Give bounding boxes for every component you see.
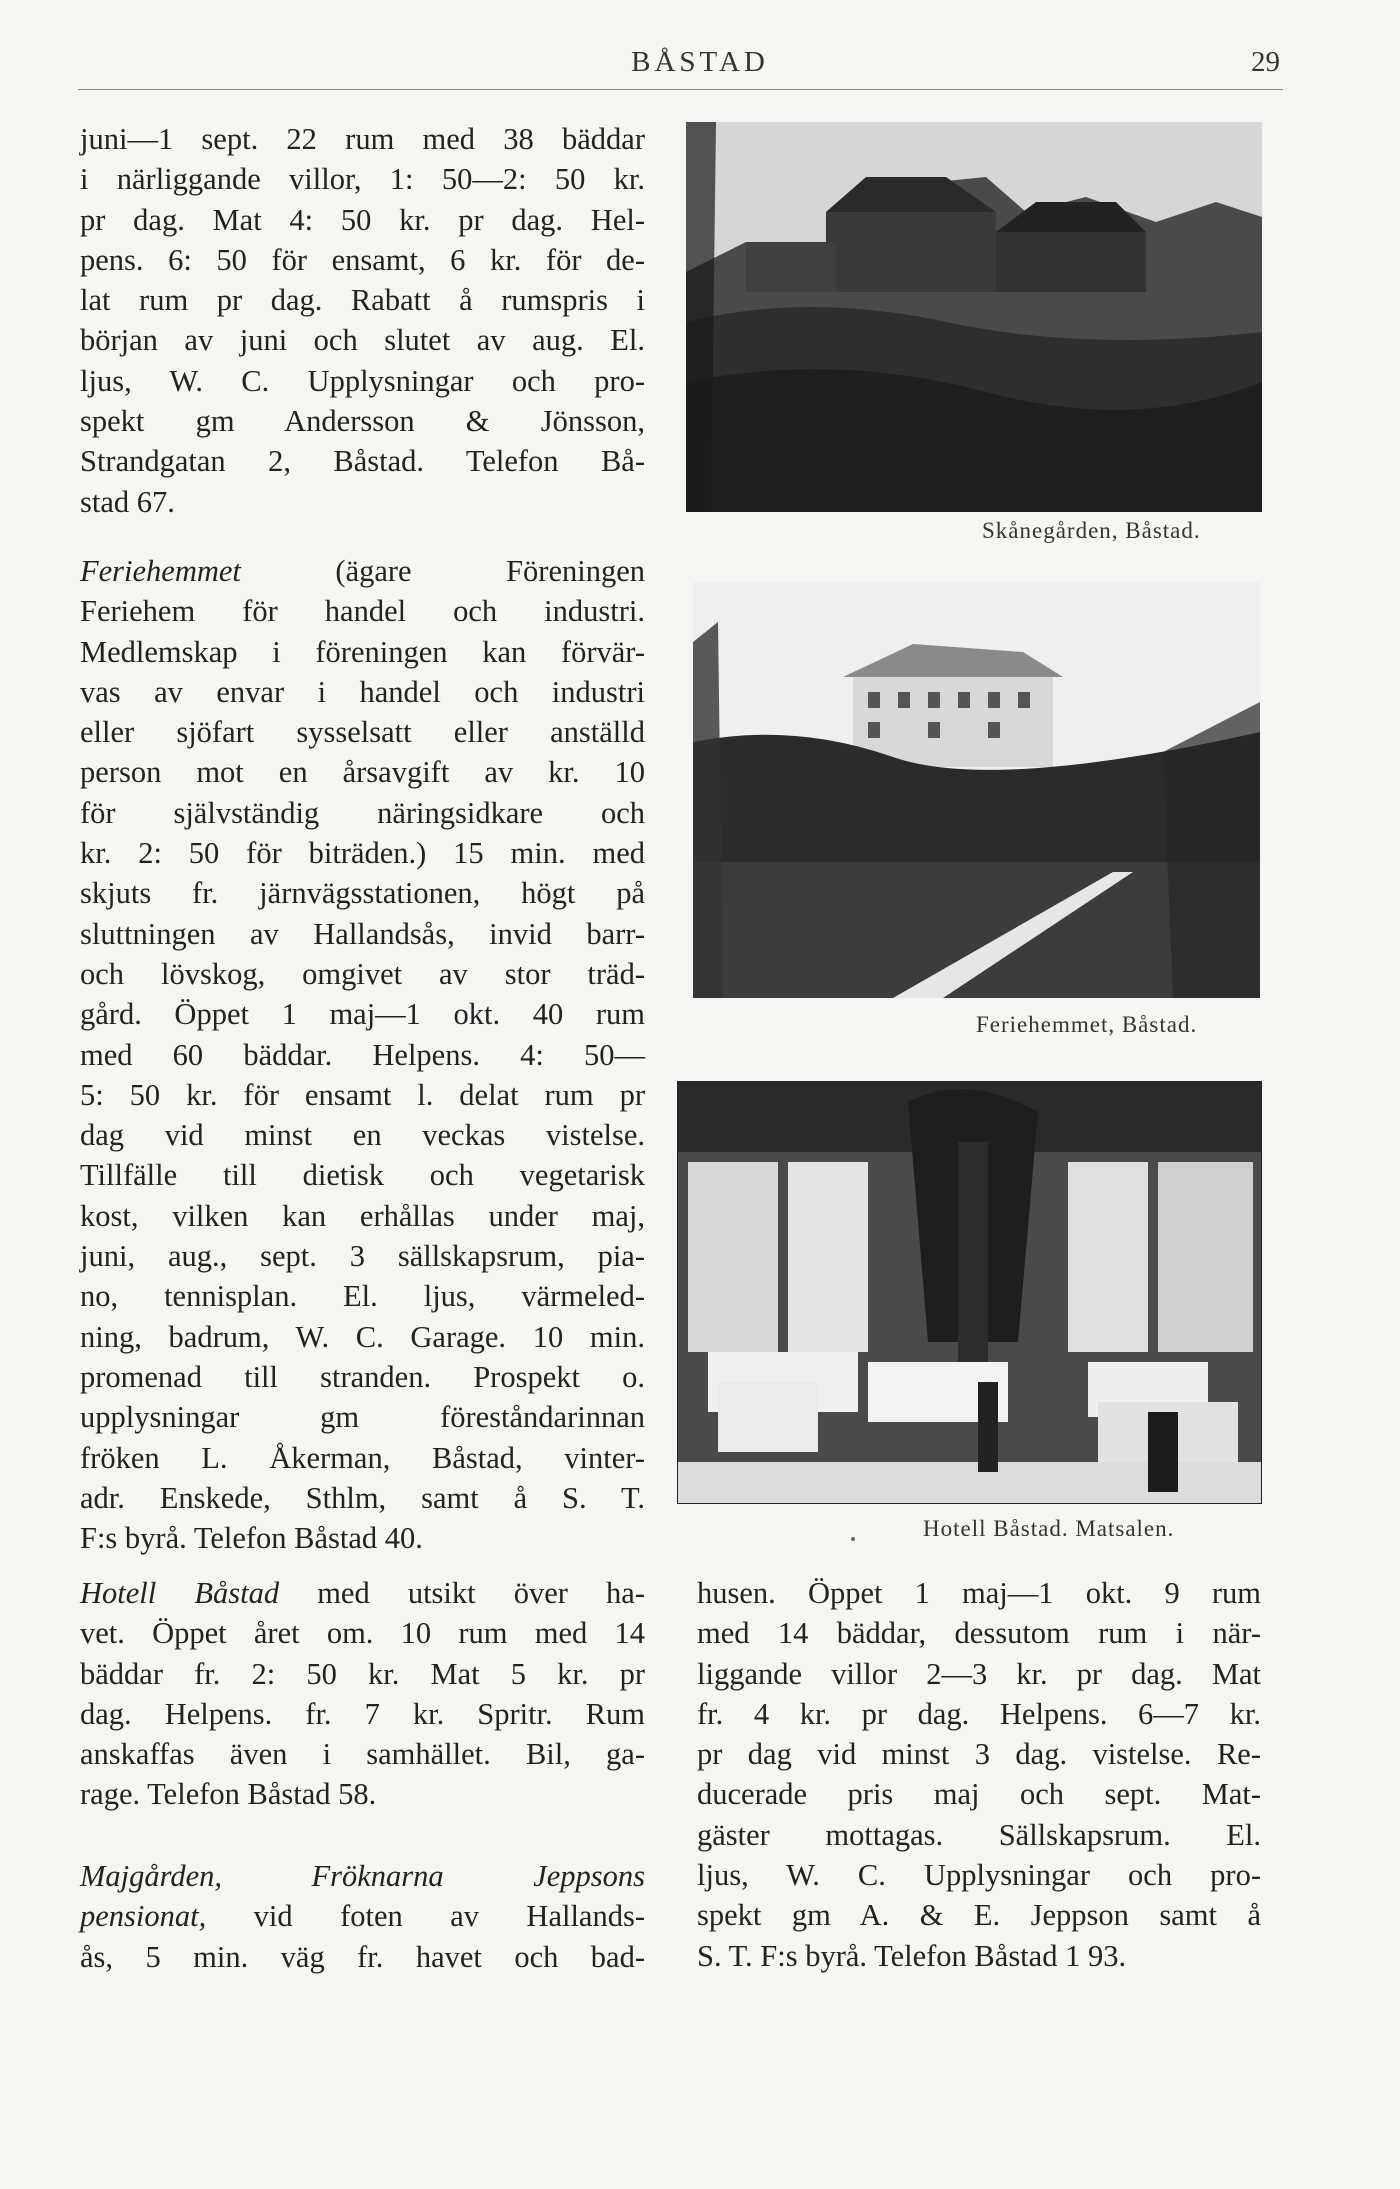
text-line: lat rum pr dag. Rabatt å rumspris i: [80, 283, 645, 318]
entry-name-hotell-bastad: Hotell Båstad: [80, 1576, 280, 1610]
text-line: juni, aug., sept. 3 sällskapsrum, pia-: [80, 1239, 645, 1274]
photo-caption: Hotell Båstad. Matsalen.: [923, 1516, 1175, 1541]
text-line: med 60 bäddar. Helpens. 4: 50—: [80, 1037, 645, 1072]
text-line: gård. Öppet 1 maj—1 okt. 40 rum: [80, 997, 645, 1032]
text-line: person mot en årsavgift av kr. 10: [80, 755, 645, 790]
text-line: dag. Helpens. fr. 7 kr. Spritr. Rum: [80, 1696, 645, 1731]
page-number: 29: [1251, 46, 1280, 78]
photo-hotell-bastad-matsalen: [677, 1081, 1262, 1504]
entry-name-majgarden: Majgården, Fröknarna Jeppsons: [80, 1859, 645, 1893]
text-line: bäddar fr. 2: 50 kr. Mat 5 kr. pr: [80, 1656, 645, 1691]
text-line: eller sjöfart sysselsatt eller anställd: [80, 715, 645, 750]
text-line: kost, vilken kan erhållas under maj,: [80, 1198, 645, 1233]
text-line: ducerade pris maj och sept. Mat-: [697, 1777, 1261, 1812]
text-line: fröken L. Åkerman, Båstad, vinter-: [80, 1440, 645, 1475]
entry-majgarden-text: [80, 1856, 645, 1977]
text-line: spekt gm Andersson & Jönsson,: [80, 404, 645, 439]
text-line: och lövskog, omgivet av stor träd-: [80, 956, 645, 991]
text-line: med 14 bäddar, dessutom rum i när-: [697, 1616, 1261, 1651]
text-line: i närliggande villor, 1: 50—2: 50 kr.: [80, 162, 645, 197]
text-line: vas av envar i handel och industri: [80, 674, 645, 709]
photo-caption: Skånegården, Båstad.: [982, 518, 1201, 543]
text-line: pens. 6: 50 för ensamt, 6 kr. för de-: [80, 242, 645, 277]
text-line: F:s byrå. Telefon Båstad 40.: [80, 1521, 423, 1556]
text-line: Strandgatan 2, Båstad. Telefon Bå-: [80, 444, 645, 479]
text-line: dag vid minst en veckas vistelse.: [80, 1118, 645, 1153]
text-line: pr dag vid minst 3 dag. vistelse. Re-: [697, 1737, 1261, 1772]
text-line: promenad till stranden. Prospekt o.: [80, 1359, 645, 1394]
text-line: Tillfälle till dietisk och vegetarisk: [80, 1158, 645, 1193]
caption-dot: [851, 1537, 855, 1541]
text-line: Feriehemmet (ägare Föreningen: [80, 554, 645, 588]
text-line: sluttningen av Hallandsås, invid barr-: [80, 916, 645, 951]
text-line: Medlemskap i föreningen kan förvär-: [80, 634, 645, 669]
text-line: Hotell Båstad med utsikt över ha-: [80, 1576, 645, 1610]
text-line: gäster mottagas. Sällskapsrum. El.: [697, 1817, 1261, 1852]
text-line: ås, 5 min. väg fr. havet och bad-: [80, 1939, 645, 1974]
text-line: ning, badrum, W. C. Garage. 10 min.: [80, 1319, 645, 1354]
entry-hotell-bastad-text: [80, 1573, 645, 1815]
text-line: stad 67.: [80, 484, 175, 519]
entry-name-feriehemmet: Feriehemmet: [80, 554, 241, 588]
running-head: BÅSTAD: [631, 46, 769, 78]
text-line: upplysningar gm föreståndarinnan: [80, 1400, 645, 1435]
text-line: Feriehem för handel och industri.: [80, 594, 645, 629]
text-line: juni—1 sept. 22 rum med 38 bäddar: [80, 122, 645, 156]
text-line: S. T. F:s byrå. Telefon Båstad 1 93.: [697, 1938, 1127, 1973]
text-line: för självständig näringsidkare och: [80, 795, 645, 830]
photo-skanegarden: [686, 122, 1262, 512]
text-line: ljus, W. C. Upplysningar och pro-: [697, 1858, 1261, 1893]
text-line: början av juni och slutet av aug. El.: [80, 323, 645, 358]
text-line: 5: 50 kr. för ensamt l. delat rum pr: [80, 1077, 645, 1112]
entry-majgarden-continued-text: [697, 1573, 1261, 1976]
text-line: fr. 4 kr. pr dag. Helpens. 6—7 kr.: [697, 1696, 1261, 1731]
text-line: pr dag. Mat 4: 50 kr. pr dag. Hel-: [80, 202, 645, 237]
header-rule: [78, 89, 1283, 90]
text-line: liggande villor 2—3 kr. pr dag. Mat: [697, 1656, 1261, 1691]
text-line: no, tennisplan. El. ljus, värmeled-: [80, 1279, 645, 1314]
photo-caption: Feriehemmet, Båstad.: [976, 1012, 1198, 1037]
text-line: skjuts fr. järnvägsstationen, högt på: [80, 876, 645, 911]
text-line: husen. Öppet 1 maj—1 okt. 9 rum: [697, 1576, 1261, 1610]
text-line: ljus, W. C. Upplysningar och pro-: [80, 363, 645, 398]
entry-skanegarden-text: [80, 119, 645, 522]
photo-feriehemmet: [693, 582, 1260, 998]
text-line: rage. Telefon Båstad 58.: [80, 1777, 377, 1812]
text-line: adr. Enskede, Sthlm, samt å S. T.: [80, 1480, 645, 1515]
text-line: vet. Öppet året om. 10 rum med 14: [80, 1616, 645, 1651]
entry-feriehemmet-text: [80, 551, 645, 1558]
text-line: kr. 2: 50 för biträden.) 15 min. med: [80, 836, 645, 871]
text-line: spekt gm A. & E. Jeppson samt å: [697, 1898, 1261, 1933]
text-line: anskaffas även i samhället. Bil, ga-: [80, 1737, 645, 1772]
text-line: pensionat, vid foten av Hallands-: [80, 1899, 645, 1934]
